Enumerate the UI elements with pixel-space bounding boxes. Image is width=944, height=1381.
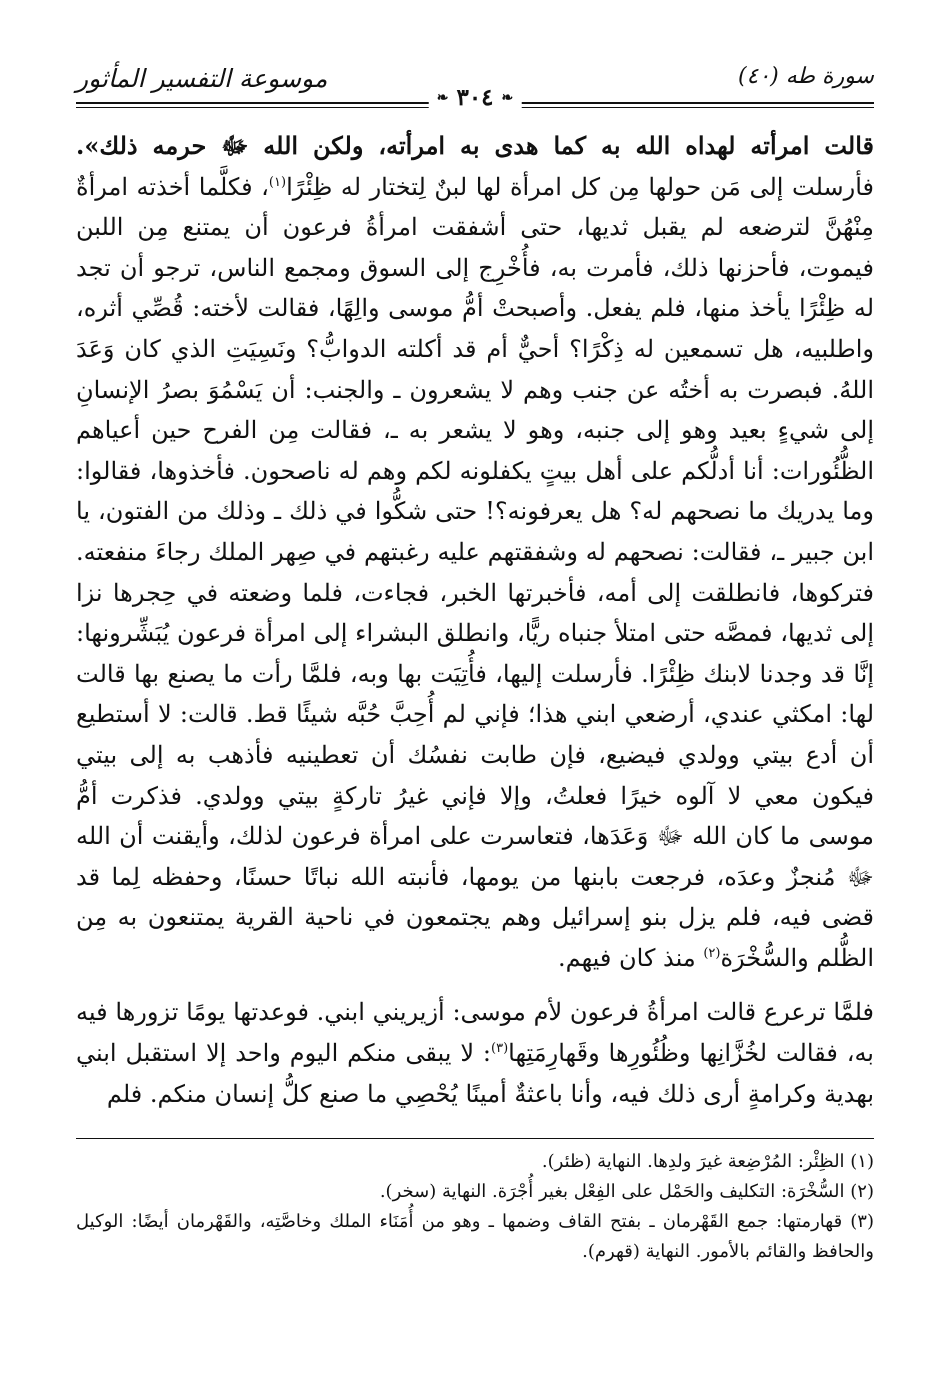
surah-title: سورة طه (٤٠): [737, 64, 874, 89]
page-header: [76, 52, 874, 116]
main-text: [76, 126, 874, 1114]
text-segment: فلمَّا ترعرع قالت امرأةُ فرعون لأم موسى: أزيريني ابني. فوعدتها يومًا تزورها فيه به، فقالت لخُزَّانِها وظُئُورِها وقَهارِمَتِها: [76, 998, 874, 1068]
ornament-icon: ❧: [501, 89, 514, 106]
page-number-value: ٣٠٤: [456, 84, 494, 111]
text-segment: : لا يبقى منكم اليوم واحد إلا استقبل ابني بهدية وكرامةٍ أرى ذلك فيه، وأنا باعثةٌ أمينًا يُحْصِي ما صنع كلُّ إنسان منكم. فلم: [76, 1039, 874, 1108]
footnote-ref[interactable]: (٣): [491, 1041, 509, 1057]
footnote-ref[interactable]: (٢): [703, 945, 721, 961]
footnotes: [76, 1147, 874, 1267]
footnote: (١) الظِئْر: المُرْضِعة غيرَ ولدِها. النهاية (ظئر).: [541, 1151, 874, 1173]
text-segment: ، فكلَّما أخذته امرأةٌ مِنْهُنَّ لترضعه لم يقبل ثديها، حتى أشفقت امرأةُ فرعون أن يمتنع مِن اللبن فيموت، فأحزنها ذلك، فأمرت به، فأُخْرِج إلى السوق ومجمع الناس، ترجو أن تجد له ظِئْرًا يأخذ منها، فلم يفعل. وأصبحتْ أمُّ موسى والِهًا، فقالت لأخته: قُصِّي أثره، واطلبيه، هل تسمعين له ذِكْرًا؟ أحيٌّ أم قد أكلته الدوابُّ؟ ونَسِيَتِ الذي كان وَعَدَ اللهُ. فبصرت به أختُه عن جنب وهم لا يشعرون ـ والجنب: أن يَسْمُوَ بصرُ الإنسانِ إلى شيءٍ بعيد وهو إلى جنبه، وهو لا يشعر به ـ، فقالت مِن الفرح حين أعياهم الظُّئُورات: أنا أدلُّكم على أهل بيتٍ يكفلونه لكم وهم له ناصحون. فأخذوها، فقالوا: وما يدريك ما نصحهم له؟ هل يعرفونه؟! حتى شكُّوا في ذلك ـ وذلك من الفتون، يا ابن جبير ـ، فقالت: نصحهم له وشفقتهم عليه رغبتهم في صِهر الملك رجاءَ منفعته. فتركوها، فانطلقت إلى أمه، فأخبرتها الخبر، فجاءت، فلما وضعته في حِجرها نزا إلى ثديها، فمصَّه حتى امتلأ جنباه ريًّا، وانطلق البشراء إلى امرأة فرعون يُبَشِّرونها: إنَّا قد وجدنا لابنك ظِئْرًا. فأرسلت إليها، فأُتِيَت بها وبه، فلمَّا رأت ما يصنع بها قالت لها: امكثي عندي، أرضعي ابني هذا؛ فإني لم أُحِبَّ حُبَّه شيئًا قط. قالت: لا أستطيع أن أدع بيتي وولدي فيضيع، فإن طابت نفسُك أن تعطينيه فأذهب به إلى بيتي فيكون معي لا آلوه خيرًا فعلتُ، وإلا فإني غيرُ تاركةٍ بيتي وولدي. فذكرت أمُّ موسى ما كان الله ﷻ وَعَدَها، فتعاسرت على امرأة فرعون لذلك، وأيقنت أن الله ﷻ مُنجزٌ وعدَه، فرجعت بابنها من يومها، فأنبته الله نباتًا حسنًا، وحفظه لِما قد قضى فيه، فلم يزل بنو إسرائيل وهم يجتمعون في ناحية القرية يمتنعون به مِن الظُّلم والسُّخْرَة: [76, 172, 875, 972]
footnote: (٢) السُّخْرَة: التكليف والحَمْل على الفِعْل بغير أُجْرَة. النهاية (سخر).: [379, 1181, 874, 1203]
footnote: (٣) قهارمتها: جمع القَهْرمان ـ بفتح القاف وضمها ـ وهو من أُمَنَاء الملك وخاصَّتِه، والقَهْرمان أيضًا: الوكيل والحافظ والقائم بالأمور. النهاية (قهرم).: [76, 1211, 874, 1263]
paragraph: [76, 992, 874, 1114]
book-title: موسوعة التفسير المأثور: [76, 64, 328, 93]
paragraph: [76, 126, 874, 978]
book-page: [76, 52, 874, 1342]
footnote-ref[interactable]: (١): [268, 174, 287, 190]
ornament-icon: ❧: [436, 89, 449, 106]
page-number: [429, 84, 522, 111]
footnote-divider: [76, 1138, 874, 1139]
text-segment: فأرسلت إلى مَن حولها مِن كل امرأة لها لبنٌ لِتختار له ظِئْرًا: [286, 172, 874, 201]
quoted-statement: قالت امرأته لهداه الله به كما هدى به امرأته، ولكن الله ﷻ حرمه ذلك».: [76, 131, 874, 160]
text-segment: منذ كان فيهم.: [558, 943, 704, 972]
